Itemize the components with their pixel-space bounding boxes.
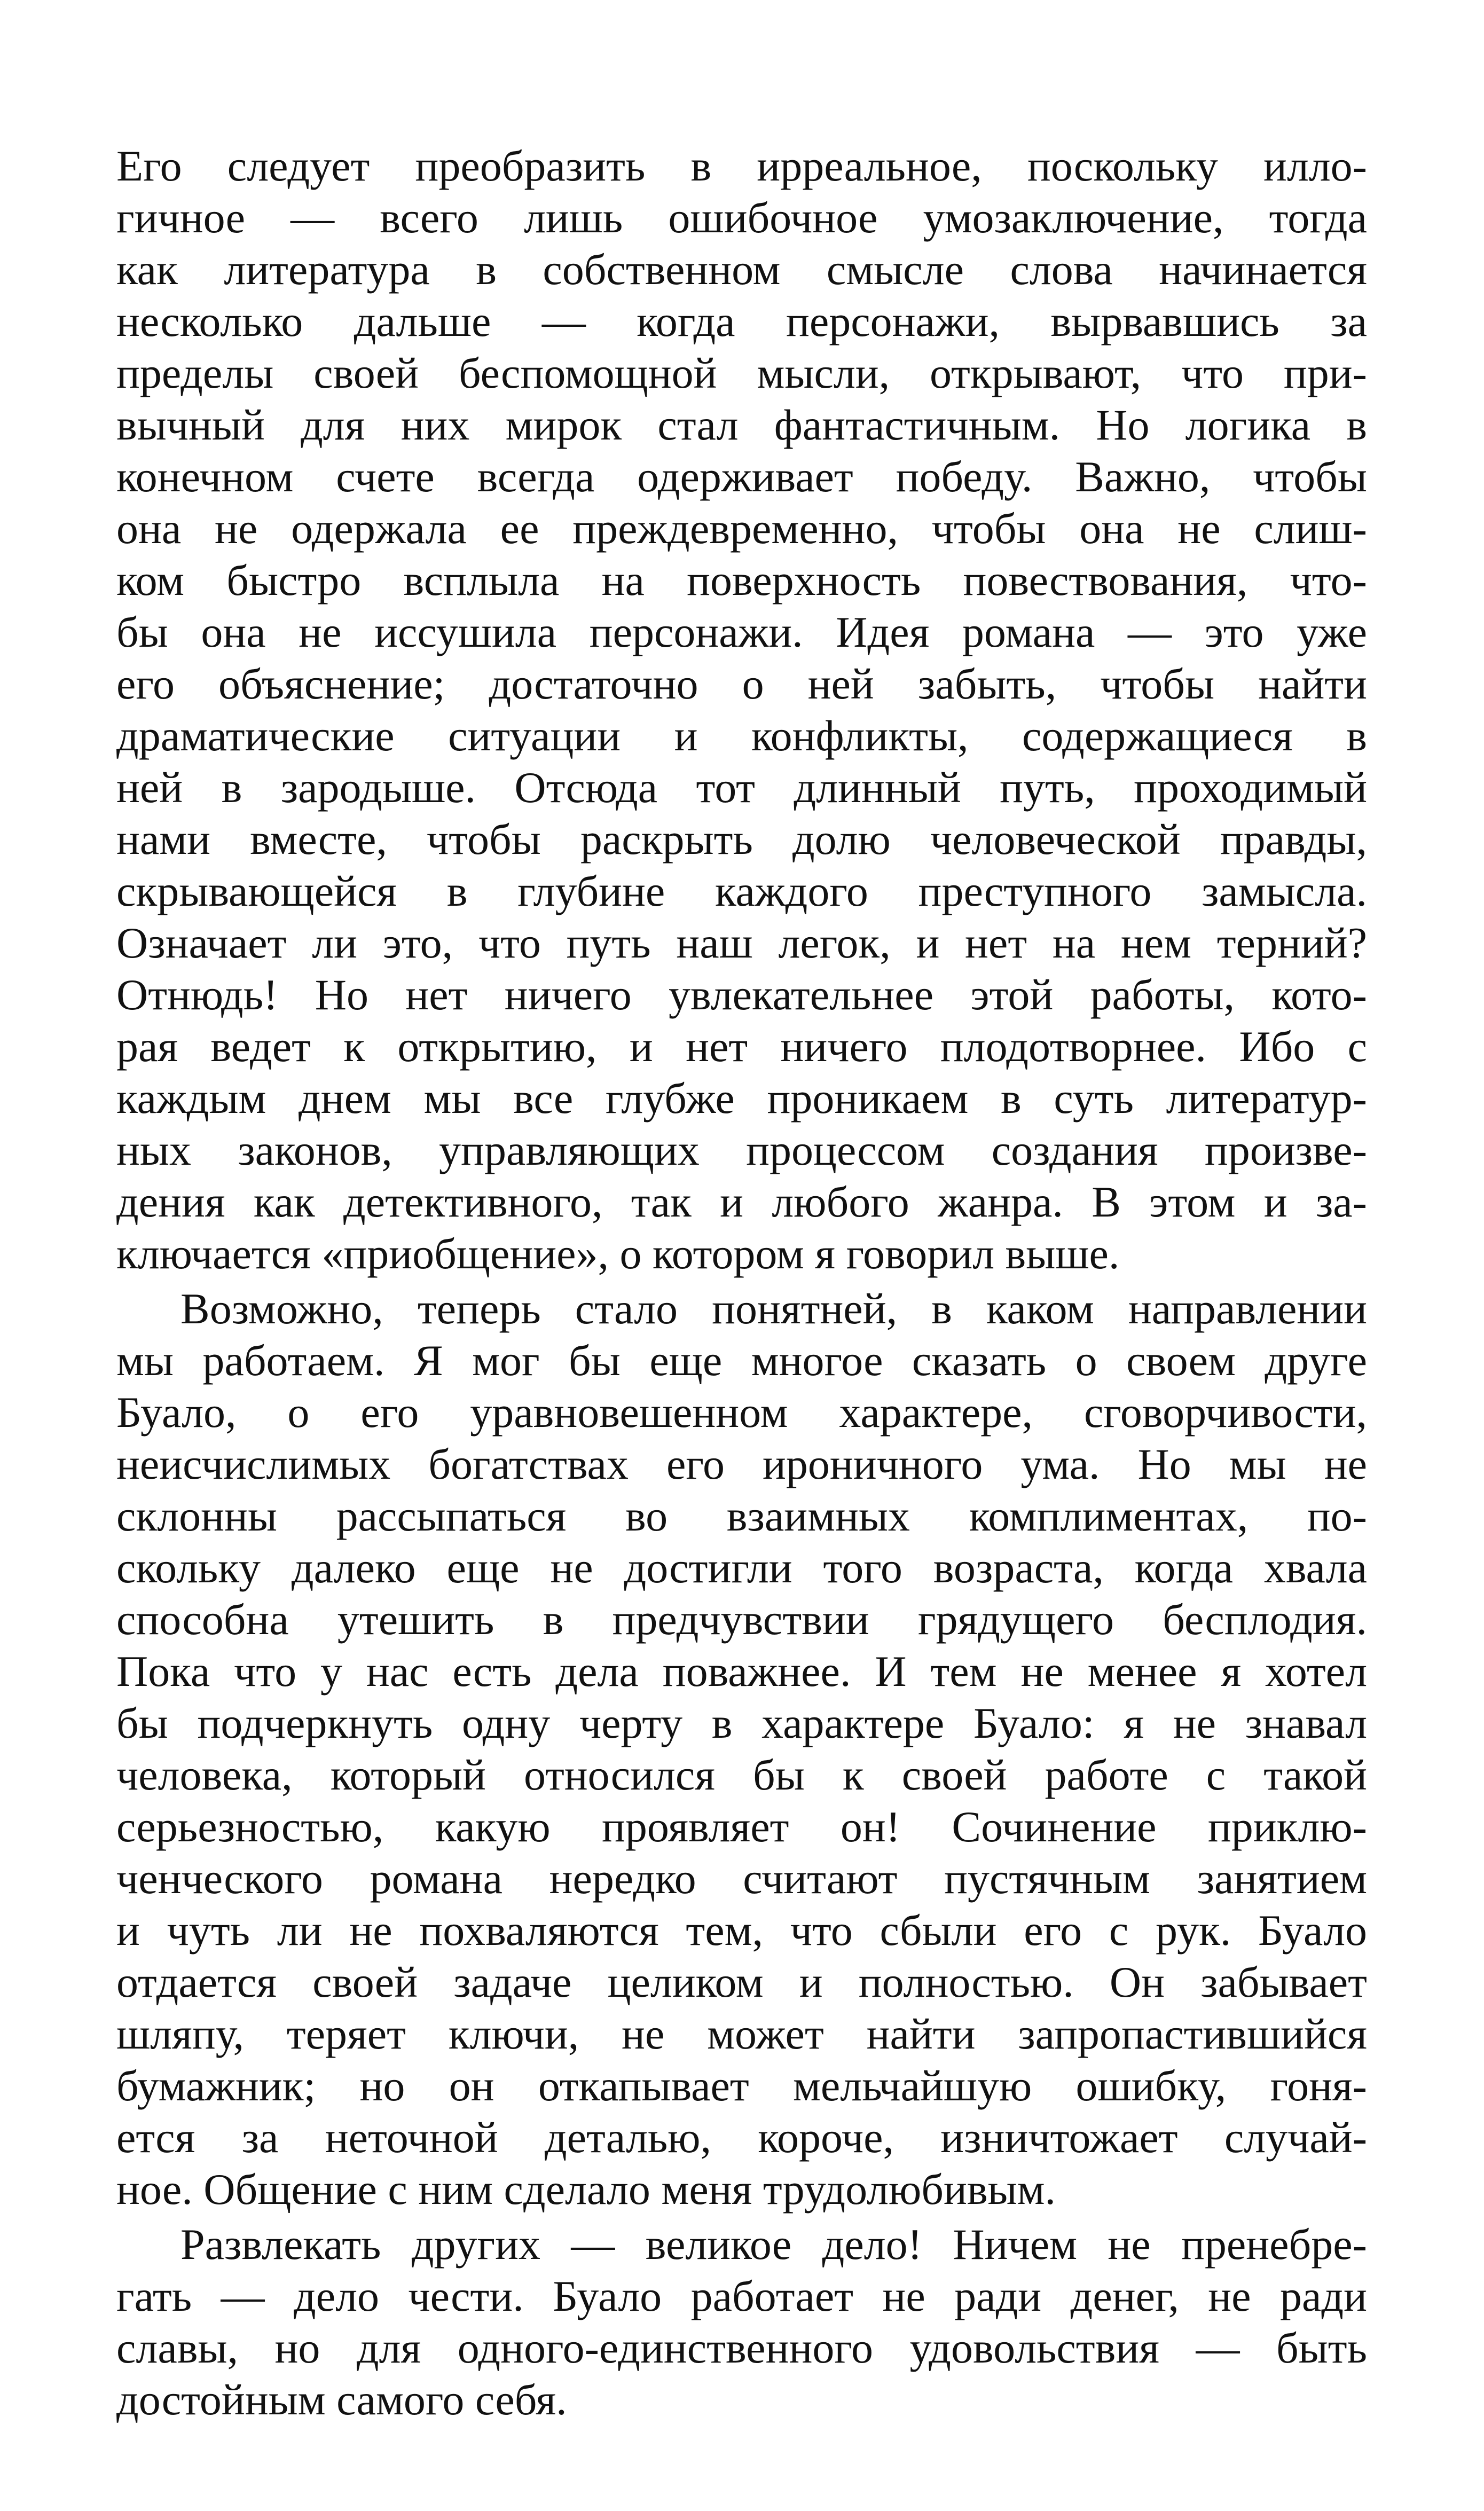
- text-line: пределы своей беспомощной мысли, открывают, что при-: [116, 349, 1367, 397]
- text-line: неисчислимых богатствах его ироничного ума. Но мы не: [116, 1440, 1367, 1488]
- text-line: и чуть ли не похваляются тем, что сбыли его с рук. Буало: [116, 1906, 1367, 1955]
- text-line: каждым днем мы все глубже проникаем в суть литератур-: [116, 1074, 1367, 1123]
- text-line: ней в зародыше. Отсюда тот длинный путь, проходимый: [116, 763, 1367, 812]
- text-line: скольку далеко еще не достигли того возраста, когда хвала: [116, 1543, 1367, 1592]
- page-text: [116, 140, 1367, 2426]
- text-line: дения как детективного, так и любого жанра. В этом и за-: [116, 1178, 1367, 1226]
- text-line: ключается «приобщение», о котором я говорил выше.: [116, 1229, 1120, 1278]
- text-line: шляпу, теряет ключи, не может найти запропастившийся: [116, 2010, 1367, 2058]
- text-line: несколько дальше — когда персонажи, вырвавшись за: [116, 297, 1367, 346]
- text-line: бы она не иссушила персонажи. Идея романа — это уже: [116, 608, 1367, 656]
- text-line: Буало, о его уравновешенном характере, сговорчивости,: [116, 1388, 1367, 1437]
- text-line: скрывающейся в глубине каждого преступного замысла.: [116, 867, 1367, 915]
- text-line: бумажник; но он откапывает мельчайшую ошибку, гоня-: [116, 2061, 1367, 2110]
- text-line: конечном счете всегда одерживает победу. Важно, чтобы: [116, 452, 1367, 501]
- paragraph: [116, 140, 1367, 1280]
- text-line: способна утешить в предчувствии грядущего бесплодия.: [116, 1595, 1367, 1644]
- text-line: ется за неточной деталью, короче, изничтожает случай-: [116, 2113, 1367, 2162]
- text-line: отдается своей задаче целиком и полностью. Он забывает: [116, 1958, 1367, 2006]
- text-line: Означает ли это, что путь наш легок, и нет на нем терний?: [116, 919, 1367, 967]
- paragraph: [116, 2218, 1367, 2426]
- text-line: гичное — всего лишь ошибочное умозаключение, тогда: [116, 193, 1367, 242]
- text-line: Его следует преобразить в ирреальное, поскольку илло-: [116, 142, 1367, 190]
- text-line: серьезностью, какую проявляет он! Сочинение приклю-: [116, 1802, 1367, 1851]
- text-line: она не одержала ее преждевременно, чтобы она не слиш-: [116, 504, 1367, 553]
- text-line: славы, но для одного-единственного удовольствия — быть: [116, 2324, 1367, 2372]
- text-line: ченческого романа нередко считают пустячным занятием: [116, 1854, 1367, 1903]
- text-line: драматические ситуации и конфликты, содержащиеся в: [116, 711, 1367, 760]
- text-line: Пока что у нас есть дела поважнее. И тем не менее я хотел: [116, 1647, 1367, 1696]
- paragraph: [116, 1283, 1367, 2215]
- text-line: мы работаем. Я мог бы еще многое сказать о своем друге: [116, 1336, 1367, 1385]
- text-line: ком быстро всплыла на поверхность повествования, что-: [116, 556, 1367, 605]
- text-line: нами вместе, чтобы раскрыть долю человеческой правды,: [116, 815, 1367, 864]
- text-line: достойным самого себя.: [116, 2375, 567, 2424]
- text-line: гать — дело чести. Буало работает не ради денег, не ради: [116, 2272, 1367, 2320]
- text-line: его объяснение; достаточно о ней забыть, чтобы найти: [116, 660, 1367, 708]
- text-line: склонны рассыпаться во взаимных комплиментах, по-: [116, 1492, 1367, 1540]
- text-line: Отнюдь! Но нет ничего увлекательнее этой работы, кото-: [116, 970, 1367, 1019]
- text-line: вычный для них мирок стал фантастичным. Но логика в: [116, 401, 1367, 449]
- text-line: человека, который относился бы к своей работе с такой: [116, 1751, 1367, 1799]
- text-line: рая ведет к открытию, и нет ничего плодотворнее. Ибо с: [116, 1022, 1367, 1071]
- text-line: Развлекать других — великое дело! Ничем не пренебре-: [180, 2220, 1367, 2269]
- text-line: ных законов, управляющих процессом создания произве-: [116, 1126, 1367, 1174]
- text-line: бы подчеркнуть одну черту в характере Буало: я не знавал: [116, 1699, 1367, 1747]
- text-line: ное. Общение с ним сделало меня трудолюбивым.: [116, 2165, 1056, 2214]
- text-line: Возможно, теперь стало понятней, в каком направлении: [180, 1284, 1367, 1333]
- text-line: как литература в собственном смысле слова начинается: [116, 245, 1367, 294]
